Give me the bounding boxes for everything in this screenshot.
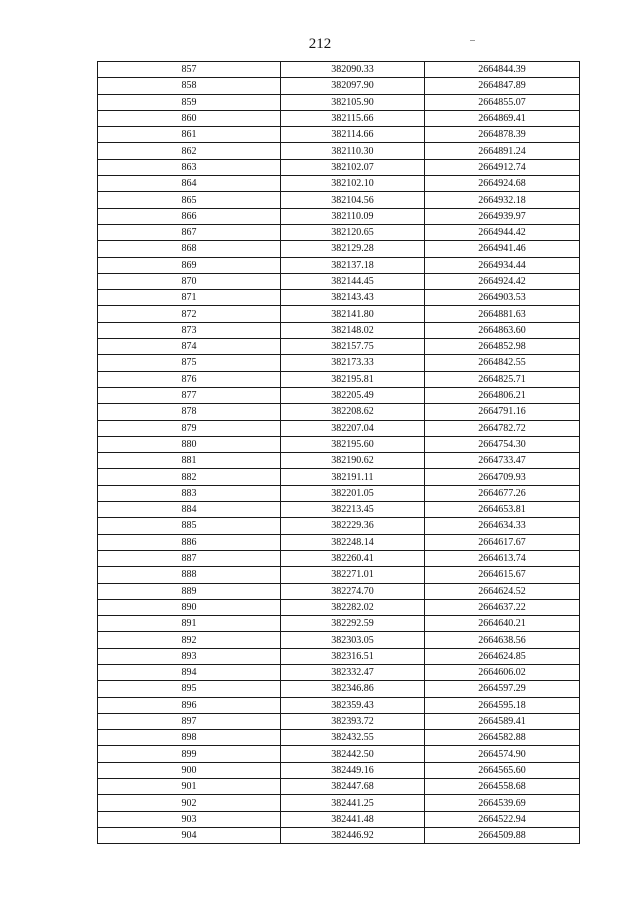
point-number-cell: 882: [98, 469, 281, 485]
table-row: [98, 485, 580, 501]
point-number-cell: 880: [98, 436, 281, 452]
y-coordinate-cell: 2664589.41: [425, 713, 580, 729]
table-row: [98, 78, 580, 94]
x-coordinate-cell: 382201.05: [281, 485, 425, 501]
x-coordinate-cell: 382110.09: [281, 208, 425, 224]
y-coordinate-cell: 2664653.81: [425, 502, 580, 518]
y-coordinate-cell: 2664891.24: [425, 143, 580, 159]
table-row: [98, 664, 580, 680]
y-coordinate-cell: 2664606.02: [425, 664, 580, 680]
point-number-cell: 870: [98, 273, 281, 289]
x-coordinate-cell: 382271.01: [281, 567, 425, 583]
table-row: [98, 420, 580, 436]
y-coordinate-cell: 2664539.69: [425, 795, 580, 811]
point-number-cell: 876: [98, 371, 281, 387]
margin-mark: [470, 40, 475, 41]
table-row: [98, 534, 580, 550]
point-number-cell: 902: [98, 795, 281, 811]
table-row: [98, 502, 580, 518]
x-coordinate-cell: 382157.75: [281, 339, 425, 355]
y-coordinate-cell: 2664941.46: [425, 241, 580, 257]
table-row: [98, 159, 580, 175]
point-number-cell: 877: [98, 387, 281, 403]
y-coordinate-cell: 2664638.56: [425, 632, 580, 648]
x-coordinate-cell: 382248.14: [281, 534, 425, 550]
x-coordinate-cell: 382441.48: [281, 811, 425, 827]
table-row: [98, 583, 580, 599]
y-coordinate-cell: 2664939.97: [425, 208, 580, 224]
y-coordinate-cell: 2664709.93: [425, 469, 580, 485]
table-row: [98, 143, 580, 159]
y-coordinate-cell: 2664844.39: [425, 62, 580, 78]
point-number-cell: 903: [98, 811, 281, 827]
x-coordinate-cell: 382143.43: [281, 290, 425, 306]
point-number-cell: 867: [98, 224, 281, 240]
table-row: [98, 567, 580, 583]
table-row: [98, 697, 580, 713]
point-number-cell: 904: [98, 827, 281, 843]
x-coordinate-cell: 382102.10: [281, 176, 425, 192]
y-coordinate-cell: 2664806.21: [425, 387, 580, 403]
table-row: [98, 257, 580, 273]
point-number-cell: 863: [98, 159, 281, 175]
x-coordinate-cell: 382213.45: [281, 502, 425, 518]
table-row: [98, 648, 580, 664]
point-number-cell: 860: [98, 110, 281, 126]
point-number-cell: 868: [98, 241, 281, 257]
y-coordinate-cell: 2664825.71: [425, 371, 580, 387]
point-number-cell: 897: [98, 713, 281, 729]
y-coordinate-cell: 2664640.21: [425, 616, 580, 632]
x-coordinate-cell: 382097.90: [281, 78, 425, 94]
x-coordinate-cell: 382120.65: [281, 224, 425, 240]
point-number-cell: 900: [98, 762, 281, 778]
table-row: [98, 616, 580, 632]
x-coordinate-cell: 382110.30: [281, 143, 425, 159]
table-row: [98, 404, 580, 420]
y-coordinate-cell: 2664863.60: [425, 322, 580, 338]
table-row: [98, 127, 580, 143]
table-row: [98, 208, 580, 224]
point-number-cell: 859: [98, 94, 281, 110]
x-coordinate-cell: 382274.70: [281, 583, 425, 599]
table-row: [98, 436, 580, 452]
coordinate-table: [97, 61, 580, 844]
table-row: [98, 241, 580, 257]
x-coordinate-cell: 382102.07: [281, 159, 425, 175]
y-coordinate-cell: 2664574.90: [425, 746, 580, 762]
point-number-cell: 878: [98, 404, 281, 420]
x-coordinate-cell: 382115.66: [281, 110, 425, 126]
y-coordinate-cell: 2664509.88: [425, 827, 580, 843]
table-row: [98, 713, 580, 729]
point-number-cell: 898: [98, 730, 281, 746]
x-coordinate-cell: 382195.81: [281, 371, 425, 387]
point-number-cell: 881: [98, 453, 281, 469]
y-coordinate-cell: 2664597.29: [425, 681, 580, 697]
y-coordinate-cell: 2664634.33: [425, 518, 580, 534]
point-number-cell: 886: [98, 534, 281, 550]
x-coordinate-cell: 382447.68: [281, 779, 425, 795]
y-coordinate-cell: 2664842.55: [425, 355, 580, 371]
table-row: [98, 192, 580, 208]
y-coordinate-cell: 2664881.63: [425, 306, 580, 322]
table-row: [98, 290, 580, 306]
table-row: [98, 762, 580, 778]
y-coordinate-cell: 2664637.22: [425, 599, 580, 615]
x-coordinate-cell: 382207.04: [281, 420, 425, 436]
y-coordinate-cell: 2664613.74: [425, 550, 580, 566]
point-number-cell: 873: [98, 322, 281, 338]
y-coordinate-cell: 2664754.30: [425, 436, 580, 452]
y-coordinate-cell: 2664944.42: [425, 224, 580, 240]
x-coordinate-cell: 382260.41: [281, 550, 425, 566]
y-coordinate-cell: 2664522.94: [425, 811, 580, 827]
x-coordinate-cell: 382190.62: [281, 453, 425, 469]
y-coordinate-cell: 2664903.53: [425, 290, 580, 306]
x-coordinate-cell: 382432.55: [281, 730, 425, 746]
point-number-cell: 885: [98, 518, 281, 534]
x-coordinate-cell: 382090.33: [281, 62, 425, 78]
y-coordinate-cell: 2664855.07: [425, 94, 580, 110]
point-number-cell: 862: [98, 143, 281, 159]
point-number-cell: 887: [98, 550, 281, 566]
table-row: [98, 62, 580, 78]
table-row: [98, 453, 580, 469]
y-coordinate-cell: 2664624.52: [425, 583, 580, 599]
x-coordinate-cell: 382446.92: [281, 827, 425, 843]
x-coordinate-cell: 382141.80: [281, 306, 425, 322]
point-number-cell: 888: [98, 567, 281, 583]
coordinate-table-wrapper: [97, 61, 580, 844]
y-coordinate-cell: 2664782.72: [425, 420, 580, 436]
point-number-cell: 894: [98, 664, 281, 680]
coordinate-table-body: [98, 62, 580, 844]
point-number-cell: 896: [98, 697, 281, 713]
x-coordinate-cell: 382148.02: [281, 322, 425, 338]
x-coordinate-cell: 382114.66: [281, 127, 425, 143]
x-coordinate-cell: 382292.59: [281, 616, 425, 632]
table-row: [98, 681, 580, 697]
y-coordinate-cell: 2664932.18: [425, 192, 580, 208]
table-row: [98, 730, 580, 746]
table-row: [98, 827, 580, 843]
point-number-cell: 858: [98, 78, 281, 94]
table-row: [98, 469, 580, 485]
point-number-cell: 874: [98, 339, 281, 355]
table-row: [98, 779, 580, 795]
x-coordinate-cell: 382282.02: [281, 599, 425, 615]
table-row: [98, 811, 580, 827]
table-row: [98, 339, 580, 355]
point-number-cell: 866: [98, 208, 281, 224]
y-coordinate-cell: 2664615.67: [425, 567, 580, 583]
table-row: [98, 110, 580, 126]
x-coordinate-cell: 382137.18: [281, 257, 425, 273]
y-coordinate-cell: 2664878.39: [425, 127, 580, 143]
point-number-cell: 857: [98, 62, 281, 78]
y-coordinate-cell: 2664924.42: [425, 273, 580, 289]
table-row: [98, 746, 580, 762]
table-row: [98, 355, 580, 371]
point-number-cell: 883: [98, 485, 281, 501]
point-number-cell: 879: [98, 420, 281, 436]
table-row: [98, 176, 580, 192]
table-row: [98, 518, 580, 534]
point-number-cell: 893: [98, 648, 281, 664]
table-row: [98, 599, 580, 615]
x-coordinate-cell: 382104.56: [281, 192, 425, 208]
page-number: 212: [308, 36, 332, 52]
y-coordinate-cell: 2664852.98: [425, 339, 580, 355]
point-number-cell: 889: [98, 583, 281, 599]
x-coordinate-cell: 382441.25: [281, 795, 425, 811]
point-number-cell: 890: [98, 599, 281, 615]
x-coordinate-cell: 382173.33: [281, 355, 425, 371]
x-coordinate-cell: 382205.49: [281, 387, 425, 403]
table-row: [98, 94, 580, 110]
x-coordinate-cell: 382332.47: [281, 664, 425, 680]
x-coordinate-cell: 382316.51: [281, 648, 425, 664]
y-coordinate-cell: 2664595.18: [425, 697, 580, 713]
point-number-cell: 872: [98, 306, 281, 322]
table-row: [98, 322, 580, 338]
point-number-cell: 891: [98, 616, 281, 632]
x-coordinate-cell: 382144.45: [281, 273, 425, 289]
y-coordinate-cell: 2664624.85: [425, 648, 580, 664]
point-number-cell: 899: [98, 746, 281, 762]
y-coordinate-cell: 2664934.44: [425, 257, 580, 273]
y-coordinate-cell: 2664791.16: [425, 404, 580, 420]
y-coordinate-cell: 2664582.88: [425, 730, 580, 746]
point-number-cell: 901: [98, 779, 281, 795]
x-coordinate-cell: 382303.05: [281, 632, 425, 648]
table-row: [98, 273, 580, 289]
table-row: [98, 371, 580, 387]
y-coordinate-cell: 2664565.60: [425, 762, 580, 778]
y-coordinate-cell: 2664558.68: [425, 779, 580, 795]
table-row: [98, 632, 580, 648]
x-coordinate-cell: 382191.11: [281, 469, 425, 485]
y-coordinate-cell: 2664912.74: [425, 159, 580, 175]
x-coordinate-cell: 382208.62: [281, 404, 425, 420]
table-row: [98, 224, 580, 240]
y-coordinate-cell: 2664677.26: [425, 485, 580, 501]
x-coordinate-cell: 382393.72: [281, 713, 425, 729]
x-coordinate-cell: 382442.50: [281, 746, 425, 762]
y-coordinate-cell: 2664924.68: [425, 176, 580, 192]
point-number-cell: 895: [98, 681, 281, 697]
point-number-cell: 861: [98, 127, 281, 143]
x-coordinate-cell: 382359.43: [281, 697, 425, 713]
y-coordinate-cell: 2664847.89: [425, 78, 580, 94]
y-coordinate-cell: 2664617.67: [425, 534, 580, 550]
point-number-cell: 884: [98, 502, 281, 518]
x-coordinate-cell: 382449.16: [281, 762, 425, 778]
table-row: [98, 306, 580, 322]
x-coordinate-cell: 382105.90: [281, 94, 425, 110]
point-number-cell: 871: [98, 290, 281, 306]
table-row: [98, 387, 580, 403]
y-coordinate-cell: 2664733.47: [425, 453, 580, 469]
table-row: [98, 795, 580, 811]
x-coordinate-cell: 382195.60: [281, 436, 425, 452]
point-number-cell: 865: [98, 192, 281, 208]
y-coordinate-cell: 2664869.41: [425, 110, 580, 126]
point-number-cell: 864: [98, 176, 281, 192]
x-coordinate-cell: 382129.28: [281, 241, 425, 257]
x-coordinate-cell: 382346.86: [281, 681, 425, 697]
table-row: [98, 550, 580, 566]
x-coordinate-cell: 382229.36: [281, 518, 425, 534]
point-number-cell: 875: [98, 355, 281, 371]
point-number-cell: 869: [98, 257, 281, 273]
point-number-cell: 892: [98, 632, 281, 648]
